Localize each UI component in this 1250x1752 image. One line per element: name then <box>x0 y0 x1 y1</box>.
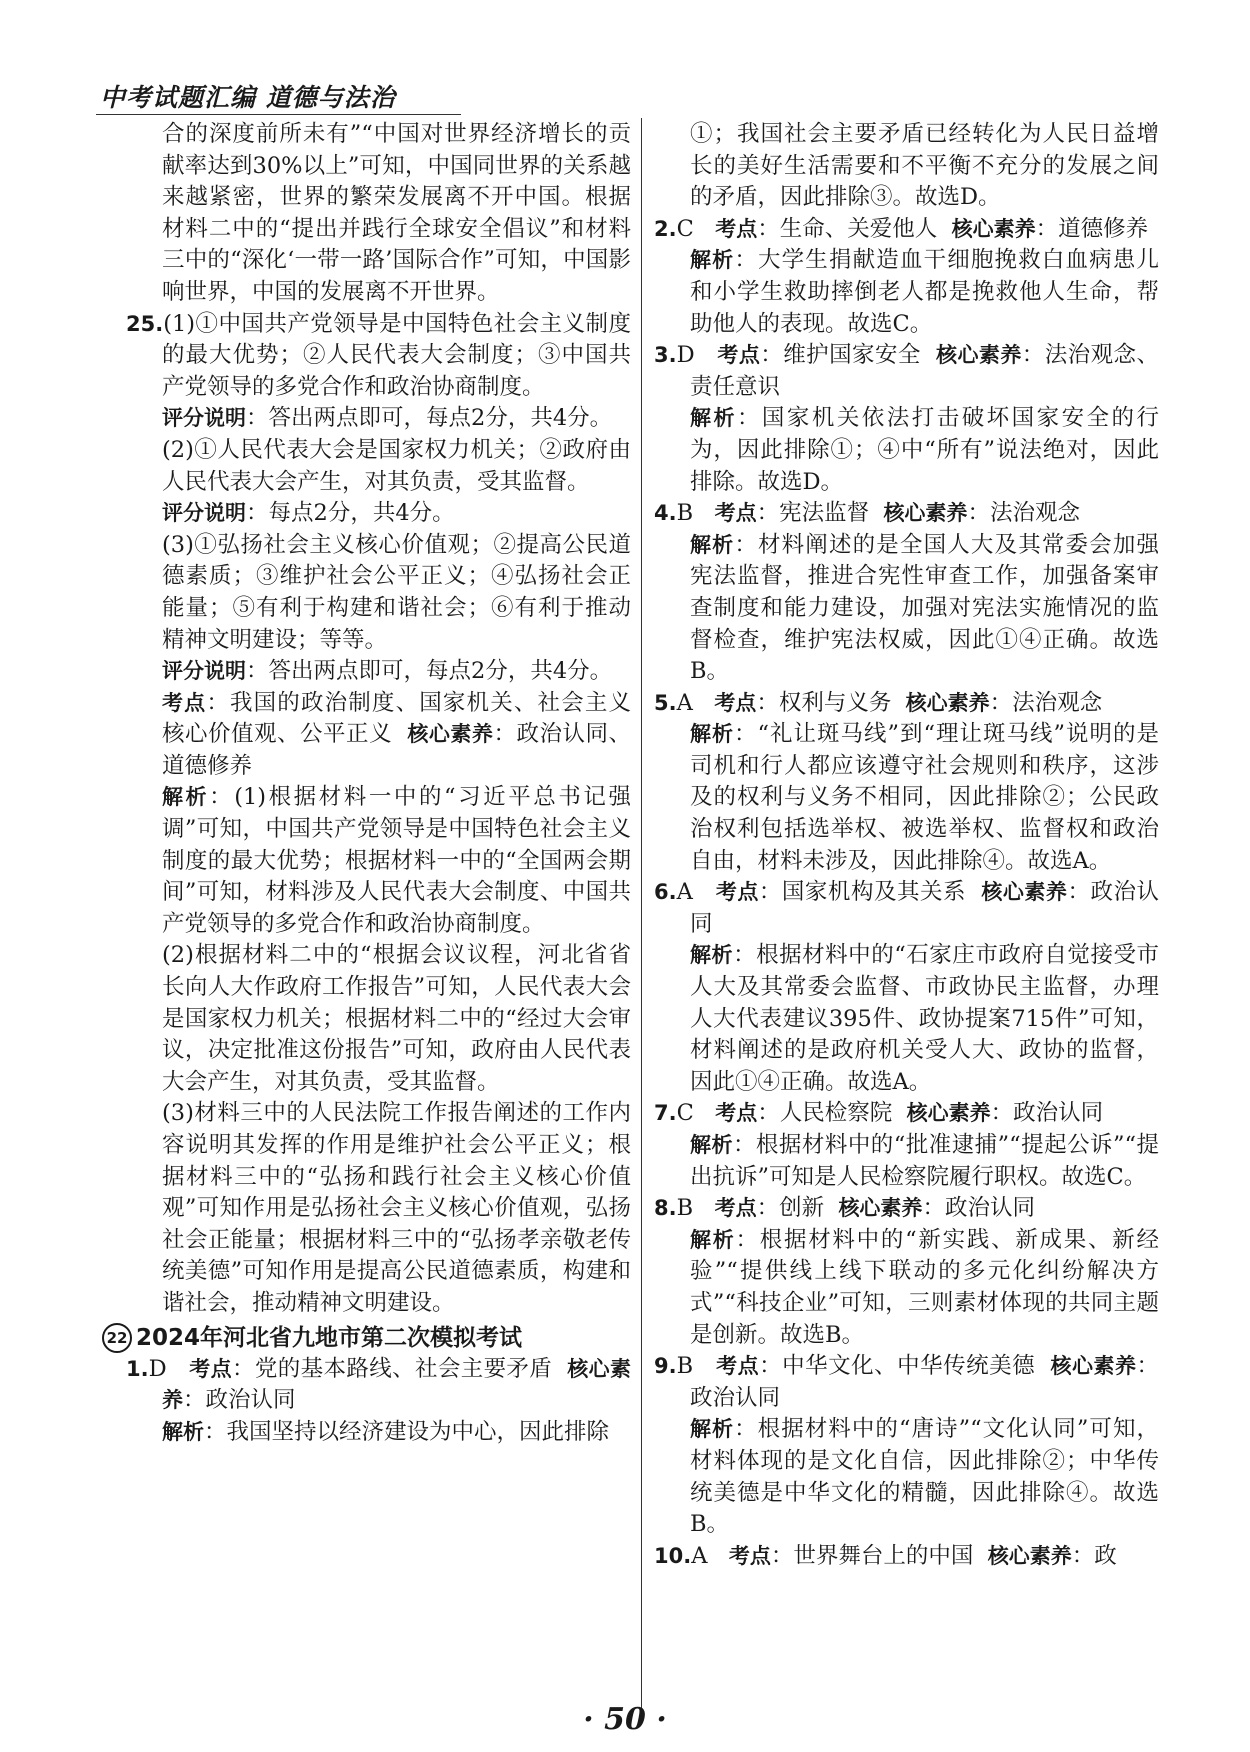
question-10: 10.A 考点：世界舞台上的中国 核心素养：政 <box>654 1542 1117 1569</box>
answer-list <box>654 214 1159 1541</box>
question-number: 5. <box>654 690 677 715</box>
question-item: 8.B 考点：创新 核心素养：政治认同 <box>654 1195 1035 1222</box>
answer-text: (1)①中国共产党领导是中国特色社会主义制度的最大优势；②人民代表大会制度；③中国共产党领导的多党合作和政治协商制度。 <box>162 310 631 400</box>
exam-section-title: 22 2024年河北省九地市第二次模拟考试 <box>102 1322 631 1354</box>
kaodian-label: 考点 <box>716 1354 760 1379</box>
jiexi-label: 解析 <box>690 943 734 968</box>
analysis: 解析：“礼让斑马线”到“理让斑马线”说明的是司机和行人都应该遵守社会规则和秩序，这涉及的权利与义务不相同，因此排除②；公民政治权利包括选举权、被选举权、监督权和政治自由，材料未涉及，因此排除④。故选A。 <box>690 721 1159 874</box>
question-1: 1.D 考点：党的基本路线、社会主要矛盾 核心素养：政治认同 <box>126 1355 631 1414</box>
scoring-label: 评分说明 <box>162 501 246 526</box>
jiexi-label: 解析 <box>690 406 737 431</box>
column-divider <box>641 118 642 1713</box>
scoring-note: 评分说明：答出两点即可，每点2分，共4分。 <box>162 658 613 685</box>
kaodian-label: 考点 <box>715 216 758 241</box>
answer-letter: D <box>148 1355 167 1382</box>
jiexi-label: 解析 <box>690 1133 733 1157</box>
kaodian-label: 考点 <box>162 690 207 715</box>
analysis: 解析：大学生捐献造血干细胞挽救白血病患儿和小学生救助摔倒老人都是挽救他人生命，帮助他人的表现。故选C。 <box>690 247 1159 337</box>
question-item: 5.A 考点：权利与义务 核心素养：法治观念 <box>654 689 1103 716</box>
question-item: 4.B 考点：宪法监督 核心素养：法治观念 <box>654 500 1080 527</box>
analysis-part-3: (3)材料三中的人民法院工作报告阐述的工作内容说明其发挥的作用是维护社会公平正义；根据材料三中的“弘扬和践行社会主义核心价值观”可知作用是弘扬社会主义核心价值观，弘扬社会正能量；根据材料三中的“弘扬孝亲敬老传统美德”可知作用是提高公民道德素质，构建和谐社会，推动精神文明建设。 <box>162 1100 631 1316</box>
section-number-badge: 22 <box>102 1323 132 1353</box>
suyang-label: 核心素养 <box>951 216 1036 241</box>
question-number: 25. <box>126 311 164 336</box>
kaodian-label: 考点 <box>714 690 757 715</box>
analysis: 解析：材料阐述的是全国人大及其常委会加强宪法监督，推进合宪性审查工作，加强备案审查制度和能力建设，加强对宪法实施情况的监督检查，维护宪法权威，因此①④正确。故选B。 <box>690 531 1159 685</box>
right-column <box>654 119 1159 1572</box>
question-item: 3.D 考点：维护国家安全 核心素养：法治观念、责任意识 <box>654 342 1159 400</box>
answer-letter: C <box>676 1100 694 1127</box>
suyang-label: 核心素养 <box>981 880 1068 905</box>
question-number: 2. <box>654 216 677 241</box>
answer-continuation: 合的深度前所未有”“中国对世界经济增长的贡献率达到30%以上”可知，中国同世界的关系越来越紧密，世界的繁荣发展离不开中国。根据材料二中的“提出并践行全球安全倡议”和材料三中的“深化‘一带一路’国际合作”可知，中国影响世界，中国的发展离不开世界。 <box>162 121 631 305</box>
suyang-label: 核心素养 <box>936 343 1022 368</box>
analysis: 解析：根据材料中的“唐诗”“文化认同”可知，材料体现的是文化自信，因此排除②；中华传统美德是中华文化的精髓，因此排除④。故选B。 <box>690 1416 1160 1538</box>
analysis-part-2: (2)根据材料二中的“根据会议议程，河北省省长向人大作政府工作报告”可知，人民代表大会是国家权力机关；根据材料二中的“经过大会审议，决定批准这份报告”可知，政府由人民代表大会产生，对其负责，受其监督。 <box>162 942 631 1095</box>
jiexi-label: 解析 <box>690 1227 736 1252</box>
question-25-part-1 <box>126 309 631 404</box>
running-header: 中考试题汇编 道德与法治 <box>100 83 396 112</box>
scoring-note: 评分说明：答出两点即可，每点2分，共4分。 <box>162 405 613 432</box>
answer-letter: A <box>676 879 693 906</box>
jiexi-label: 解析 <box>690 248 735 273</box>
answer-letter: B <box>676 1353 694 1380</box>
kaodian-label: 考点 <box>714 501 757 526</box>
answer-letter: A <box>676 689 693 716</box>
question-25-part-2: (2)①人民代表大会是国家权力机关；②政府由人民代表大会产生，对其负责，受其监督。 <box>162 436 631 495</box>
answer-letter: B <box>676 500 694 527</box>
suyang-label: 核心素养 <box>1050 1354 1137 1379</box>
answer-letter: C <box>676 215 694 242</box>
suyang-label: 核心素养 <box>407 722 494 747</box>
suyang-label: 核心素养 <box>906 1101 991 1126</box>
question-number: 9. <box>654 1354 677 1379</box>
kaodian-label: 考点 <box>714 1196 757 1221</box>
analysis: 解析：我国坚持以经济建设为中心，因此排除 <box>162 1418 610 1445</box>
scoring-label: 评分说明 <box>162 406 246 431</box>
kaodian-label: 考点 <box>715 880 759 905</box>
jiexi-label: 解析 <box>162 785 210 810</box>
analysis: 解析：国家机关依法打击破坏国家安全的行为，因此排除①；④中“所有”说法绝对，因此排除。故选D。 <box>690 405 1159 495</box>
suyang-label: 核心素养 <box>883 501 968 526</box>
jiexi-label: 解析 <box>690 532 735 557</box>
jiexi-label: 解析 <box>690 1417 735 1442</box>
left-column <box>106 119 631 1448</box>
question-item: 9.B 考点：中华文化、中华传统美德 核心素养：政治认同 <box>654 1353 1159 1411</box>
question-number: 3. <box>654 343 677 368</box>
answer-letter: A <box>691 1542 708 1569</box>
suyang-label: 核心素养 <box>905 690 990 715</box>
answer-letter: D <box>676 342 695 369</box>
knowledge-point: 考点：我国的政治制度、国家机关、社会主义核心价值观、公平正义 核心素养：政治认同、道德修养 <box>162 689 631 779</box>
analysis: 解析：(1)根据材料一中的“习近平总书记强调”可知，中国共产党领导是中国特色社会主义制度的最大优势；根据材料一中的“全国两会期间”可知，材料涉及人民代表大会制度、中国共产党领导的多党合作和政治协商制度。 <box>162 784 631 937</box>
suyang-label: 核心素养 <box>838 1196 923 1221</box>
analysis: 解析：根据材料中的“批准逮捕”“提起公诉”“提出抗诉”可知是人民检察院履行职权。故选C。 <box>690 1132 1160 1190</box>
kaodian-label: 考点 <box>715 1101 758 1126</box>
analysis: 解析：根据材料中的“新实践、新成果、新经验”“提供线上线下联动的多元化纠纷解决方式”“科技企业”可知，三则素材体现的共同主题是创新。故选B。 <box>690 1226 1160 1348</box>
jiexi-label: 解析 <box>690 722 734 747</box>
question-item: 6.A 考点：国家机构及其关系 核心素养：政治认同 <box>654 879 1159 937</box>
question-number: 7. <box>654 1101 677 1126</box>
question-item: 2.C 考点：生命、关爱他人 核心素养：道德修养 <box>654 215 1149 242</box>
answer-letter: B <box>676 1195 694 1222</box>
question-item: 7.C 考点：人民检察院 核心素养：政治认同 <box>654 1100 1104 1127</box>
question-25-part-3: (3)①弘扬社会主义核心价值观；②提高公民道德素质；③维护社会公平正义；④弘扬社会正能量；⑤有利于构建和谐社会；⑥有利于推动精神文明建设；等等。 <box>162 531 631 653</box>
question-number: 8. <box>654 1196 677 1221</box>
answer-continuation: ①；我国社会主要矛盾已经转化为人民日益增长的美好生活需要和不平衡不充分的发展之间的矛盾，因此排除③。故选D。 <box>690 121 1159 211</box>
scoring-label: 评分说明 <box>162 659 246 684</box>
analysis: 解析：根据材料中的“石家庄市政府自觉接受市人大及其常委会监督、市政协民主监督，办理人大代表建议395件、政协提案715件”可知，材料阐述的是政府机关受人大、政协的监督，因此①④正确。故选A。 <box>690 942 1160 1095</box>
page-number: · 50 · <box>583 1702 667 1737</box>
kaodian-label: 考点 <box>717 343 761 368</box>
question-number: 6. <box>654 880 677 905</box>
header-rule <box>96 114 461 115</box>
question-number: 4. <box>654 501 677 526</box>
scoring-note: 评分说明：每点2分，共4分。 <box>162 500 455 527</box>
